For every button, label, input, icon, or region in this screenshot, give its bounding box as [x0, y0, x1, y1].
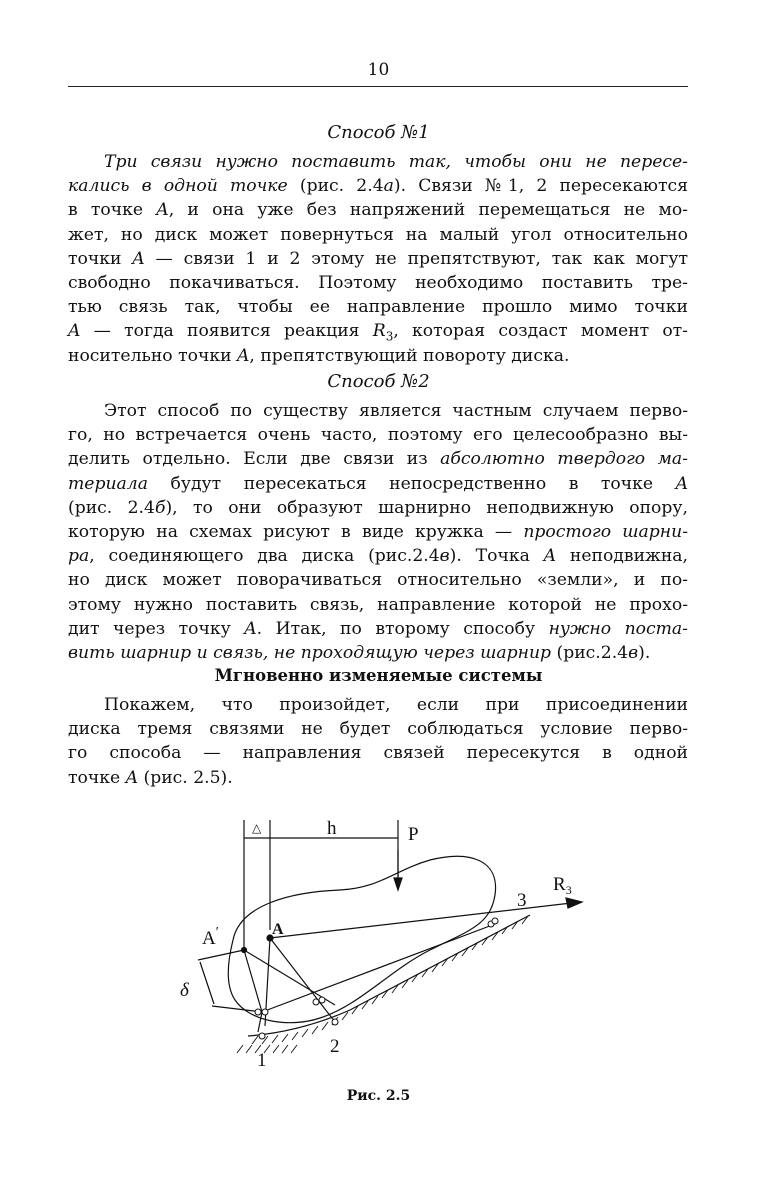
section2-text: A: [244, 618, 257, 639]
section1-line: [68, 223, 688, 247]
section2-text: . Итак, по второму способу: [256, 618, 549, 639]
section2-text: нужно поста-: [548, 618, 688, 639]
section2-text: этому нужно поставить связь, направление которой не прохо-: [68, 594, 688, 615]
section1-line: [68, 198, 688, 222]
page-number: 10: [367, 60, 390, 80]
section2-text: простого шарни-: [523, 521, 688, 542]
section2-line: [68, 472, 688, 496]
section3-text: Покажем, что произойдет, если при присоединении: [104, 695, 688, 715]
section1-line: [68, 150, 688, 174]
label-R3: $R_3$: [553, 874, 572, 897]
section1-line: [68, 271, 688, 295]
section1-text: Три связи нужно поставить так, чтобы они не пересе-: [104, 152, 688, 172]
section1-line: [68, 344, 688, 368]
figure-caption: Рис. 2.5: [346, 1088, 411, 1104]
section1-text: A: [132, 248, 145, 269]
section2-text: A: [675, 473, 688, 494]
section2-line: [68, 568, 688, 592]
section2-text: , соединяющего два диска (рис.2.4: [89, 546, 440, 567]
section2-text: (рис. 2.4: [68, 497, 155, 518]
section2-text: [68, 399, 688, 665]
section2-line: [68, 593, 688, 617]
section3-text: го способа — направления связей пересекутся в одной: [68, 743, 688, 764]
section2-line: [68, 544, 688, 568]
section1-text: A: [237, 345, 250, 366]
section1-line: [68, 295, 688, 319]
section2-line: [68, 447, 688, 471]
section3-line: [68, 693, 688, 717]
section1-text: , и она уже без напряжений перемещаться не мо-: [168, 200, 688, 221]
section2-text: го, но встречается очень часто, поэтому его целесообразно вы-: [68, 425, 688, 446]
section2-text: неподвижна,: [556, 546, 688, 567]
label-link-1: 1: [257, 1050, 267, 1071]
link-2: [270, 938, 335, 1022]
label-delta-top: △: [252, 821, 262, 835]
section1-text: — связи 1 и 2 этому не препятствуют, так как могут: [144, 248, 689, 269]
label-link-2: 2: [330, 1036, 340, 1057]
section1-text: (рис. 2.4: [287, 176, 384, 197]
section2-text: ).: [638, 642, 651, 663]
section2-text: б: [154, 497, 166, 518]
section1-text: A: [68, 321, 81, 342]
section2-line: [68, 496, 688, 520]
section1-text: носительно точки: [68, 345, 237, 366]
section3-text: диска тремя связями не будет соблюдаться условие перво-: [68, 719, 688, 740]
section1-text: — тогда появится реакция: [80, 321, 373, 342]
section1-line: [68, 319, 688, 343]
section2-line: [68, 617, 688, 641]
section1-text: свободно покачиваться. Поэтому необходимо поставить тре-: [68, 272, 688, 293]
label-A-prime: A′: [202, 925, 219, 949]
ground-line: [248, 915, 530, 1036]
label-P: P: [408, 824, 419, 845]
section2-text: ра: [68, 546, 90, 567]
section3-text: A: [125, 767, 139, 788]
header-rule: [68, 86, 688, 87]
section2-text: но диск может поворачиваться относительно «земли», и по-: [68, 570, 688, 591]
label-h: h: [327, 818, 337, 839]
section3-text: [68, 693, 688, 790]
section2-text: абсолютно твердого ма-: [440, 449, 688, 470]
section2-text: в: [439, 546, 450, 567]
label-delta-side: δ: [180, 980, 189, 1001]
label-A: A: [272, 921, 284, 938]
section2-line: [68, 423, 688, 447]
section1-text: кались в одной точке: [68, 176, 288, 197]
section1-text: R: [372, 321, 386, 342]
R3-arrow: [566, 898, 582, 908]
section1-text: а: [383, 176, 394, 197]
section1-text: A: [156, 200, 169, 221]
section3-line: [68, 766, 688, 790]
section2-text: ). Точка: [449, 546, 544, 567]
section3-text: точке: [68, 767, 126, 788]
section1-text: точки: [68, 248, 133, 269]
section2-text: A: [543, 546, 557, 567]
section2-line: [68, 520, 688, 544]
section2-text: вить шарнир и связь, не проходящую через шарнир: [68, 642, 552, 663]
delta-side-dimension: [200, 962, 214, 1004]
figure-2-5: [0, 800, 757, 1090]
section2-heading: Способ №2: [327, 371, 430, 392]
section2-text: делить отдельно. Если две связи из: [68, 449, 441, 470]
section2-line: [68, 641, 688, 665]
section2-line: [68, 399, 688, 423]
section2-text: (рис.2.4: [551, 642, 629, 663]
section3-text: (рис. 2.5).: [138, 767, 233, 788]
section1-text: [68, 150, 688, 368]
section1-heading: Способ №1: [327, 122, 430, 143]
section3-heading: Мгновенно изменяемые системы: [214, 666, 543, 685]
section2-text: териала: [68, 473, 148, 494]
section2-text: в: [628, 642, 639, 663]
section1-line: [68, 247, 688, 271]
section1-line: [68, 174, 688, 198]
link-3: [270, 902, 580, 938]
section1-text: 3: [385, 329, 394, 344]
section2-text: Этот способ по существу является частным случаем перво-: [104, 401, 688, 421]
section1-text: , которая создаст момент от-: [393, 321, 688, 342]
section2-text: которую на схемах рисуют в виде кружка —: [68, 521, 524, 542]
section1-text: , препятствующий повороту диска.: [249, 345, 570, 366]
section1-text: ). Связи №1, 2 пересекаются: [393, 176, 689, 197]
section1-text: тью связь так, чтобы ее направление прошло мимо точки: [68, 297, 688, 318]
section3-line: [68, 717, 688, 741]
section1-text: жет, но диск может повернуться на малый угол относительно: [68, 224, 688, 245]
section1-text: в точке: [68, 200, 157, 221]
section2-text: будут пересекаться непосредственно в точке: [147, 473, 676, 494]
section2-text: ), то они образуют шарнирно неподвижную опору,: [165, 497, 688, 518]
section3-line: [68, 741, 688, 765]
label-link-3: 3: [517, 890, 527, 911]
section2-text: дит через точку: [68, 618, 245, 639]
